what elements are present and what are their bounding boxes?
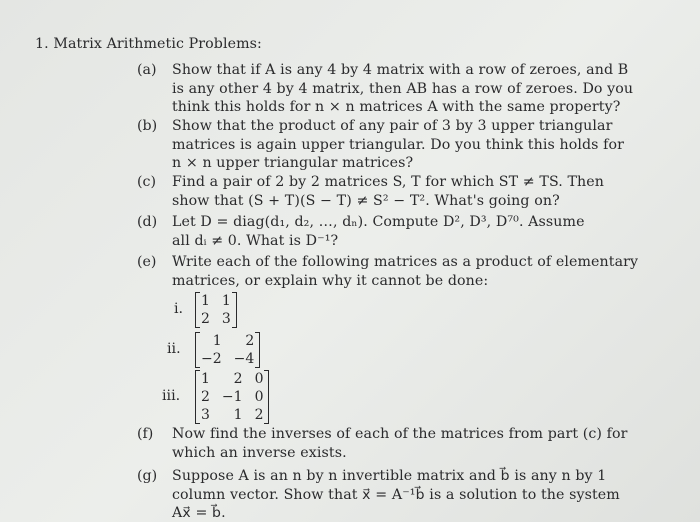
left-bracket: [195, 332, 200, 368]
part-label: (g): [137, 468, 158, 484]
part-text-line: column vector. Show that x⃗ = A⁻¹b⃗ is a solution to the system: [172, 486, 620, 503]
matrix-entry: −2: [201, 351, 222, 367]
part-text-line: all dᵢ ≠ 0. What is D⁻¹?: [172, 232, 339, 249]
part-text-line: show that (S + T)(S − T) ≠ S² − T². What's going on?: [172, 192, 560, 209]
part-text-line: think this holds for n × n matrices A with the same property?: [172, 99, 621, 115]
matrix-entry: −1: [221, 389, 243, 405]
part-text-line: Suppose A is an n by n invertible matrix and b⃗ is any n by 1: [172, 468, 607, 484]
matrix-entry: 2: [254, 407, 264, 423]
matrix: [195, 332, 260, 368]
part-label: (b): [137, 118, 158, 134]
part-label: (e): [137, 254, 157, 270]
right-bracket: [232, 292, 237, 328]
matrix-grid: [195, 370, 269, 424]
part-label: (f): [137, 426, 154, 442]
problem-title: 1. Matrix Arithmetic Problems:: [35, 36, 262, 52]
part-label: (a): [137, 62, 157, 78]
left-bracket: [195, 370, 200, 424]
part-text-line: Show that the product of any pair of 3 by 3 upper triangular: [172, 118, 613, 134]
right-bracket: [255, 332, 260, 368]
matrix-grid: [195, 332, 260, 368]
matrix-entry: 2: [245, 333, 255, 349]
part-text-line: matrices, or explain why it cannot be done:: [172, 272, 489, 289]
part-text-line: Find a pair of 2 by 2 matrices S, T for which ST ≠ TS. Then: [172, 174, 605, 190]
right-bracket: [264, 370, 269, 424]
matrix-entry: 1: [233, 407, 243, 423]
matrix-entry: 0: [254, 371, 264, 387]
part-text-line: is any other 4 by 4 matrix, then AB has a row of zeroes. Do you: [172, 80, 634, 97]
matrix-label: i.: [174, 301, 184, 317]
matrix-entry: 1: [201, 293, 210, 309]
matrix-entry: 3: [201, 407, 210, 423]
part-text-line: Show that if A is any 4 by 4 matrix with a row of zeroes, and B: [172, 62, 629, 78]
left-bracket: [195, 292, 200, 328]
matrix-entry: 2: [201, 311, 210, 327]
part-text-line: matrices is again upper triangular. Do you think this holds for: [172, 136, 625, 153]
part-text-line: Let D = diag(d₁, d₂, …, dₙ). Compute D², D³, D⁷⁰. Assume: [172, 214, 585, 230]
matrix-label: ii.: [167, 341, 181, 357]
part-text-line: Ax⃗ = b⃗.: [172, 505, 226, 521]
matrix: [195, 292, 237, 328]
matrix: [195, 370, 269, 424]
matrix-entry: 1: [212, 333, 222, 349]
matrix-entry: −4: [233, 351, 255, 367]
part-label: (c): [137, 174, 157, 190]
matrix-entry: 0: [254, 389, 264, 405]
matrix-entry: 1: [221, 293, 231, 309]
part-text-line: Write each of the following matrices as a product of elementary: [172, 254, 639, 270]
matrix-entry: 1: [201, 371, 210, 387]
part-text-line: Now find the inverses of each of the matrices from part (c) for: [172, 426, 628, 442]
matrix-entry: 3: [221, 311, 231, 327]
part-label: (d): [137, 214, 158, 230]
matrix-grid: [195, 292, 237, 328]
matrix-label: iii.: [162, 388, 181, 404]
matrix-entry: 2: [233, 371, 243, 387]
part-text-line: n × n upper triangular matrices?: [172, 155, 414, 171]
matrix-entry: 2: [201, 389, 210, 405]
part-text-line: which an inverse exists.: [172, 444, 347, 461]
